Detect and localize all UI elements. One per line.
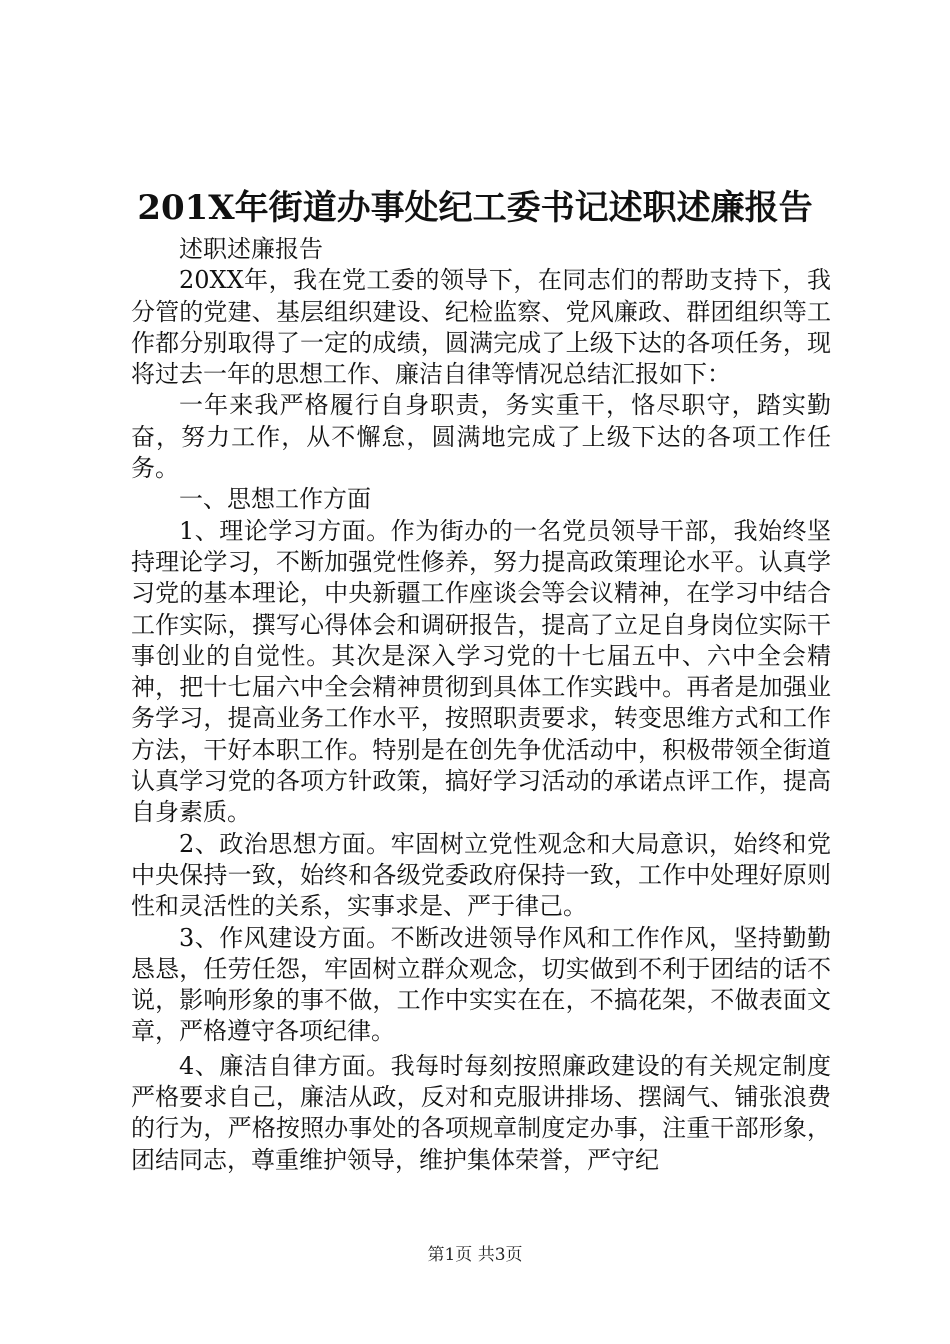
document-body — [131, 234, 831, 1176]
paragraph-work-style: 3、作风建设方面。不断改进领导作风和工作作风，坚持勤勤恳恳，任劳任怨，牢固树立群众观念，切实做到不利于团结的话不说，影响形象的事不做，工作中实实在在，不搞花架，不做表面文章，严格遵守各项纪律。 — [131, 923, 831, 1046]
section-heading: 一、思想工作方面 — [179, 485, 371, 514]
paragraph-theory-study: 1、理论学习方面。作为街办的一名党员领导干部，我始终坚持理论学习，不断加强党性修养，努力提高政策理论水平。认真学习党的基本理论，中央新疆工作座谈会等会议精神，在学习中结合工作实际，撰写心得体会和调研报告，提高了立足自身岗位实际干事创业的自觉性。其次是深入学习党的十七届五中、六中全会精神，把十七届六中全会精神贯彻到具体工作实践中。再者是加强业务学习，提高业务工作水平，按照职责要求，转变思维方式和工作方法，干好本职工作。特别是在创先争优活动中，积极带领全街道认真学习党的各项方针政策，搞好学习活动的承诺点评工作，提高自身素质。 — [131, 516, 831, 827]
paragraph-integrity: 4、廉洁自律方面。我每时每刻按照廉政建设的有关规定制度严格要求自己，廉洁从政，反对和克服讲排场、摆阔气、铺张浪费的行为，严格按照办事处的各项规章制度定办事，注重干部形象，团结同志，尊重维护领导，维护集体荣誉，严守纪 — [131, 1051, 831, 1174]
document-title: 201X年街道办事处纪工委书记述职述廉报告 — [137, 188, 813, 228]
paragraph-summary: 一年来我严格履行自身职责，务实重干，恪尽职守，踏实勤奋，努力工作，从不懈怠，圆满地完成了上级下达的各项工作任务。 — [131, 391, 831, 483]
paragraph-intro: 20XX年，我在党工委的领导下，在同志们的帮助支持下，我分管的党建、基层组织建设、纪检监察、党风廉政、群团组织等工作都分别取得了一定的成绩，圆满完成了上级下达的各项任务，现将过去一年的思想工作、廉洁自律等情况总结汇报如下： — [131, 266, 831, 389]
paragraph-subtitle: 述职述廉报告 — [179, 235, 323, 263]
page-number: 第1页 共3页 — [427, 1245, 523, 1265]
paragraph-political-thought: 2、政治思想方面。牢固树立党性观念和大局意识，始终和党中央保持一致，始终和各级党委政府保持一致，工作中处理好原则性和灵活性的关系，实事求是、严于律己。 — [131, 829, 831, 921]
